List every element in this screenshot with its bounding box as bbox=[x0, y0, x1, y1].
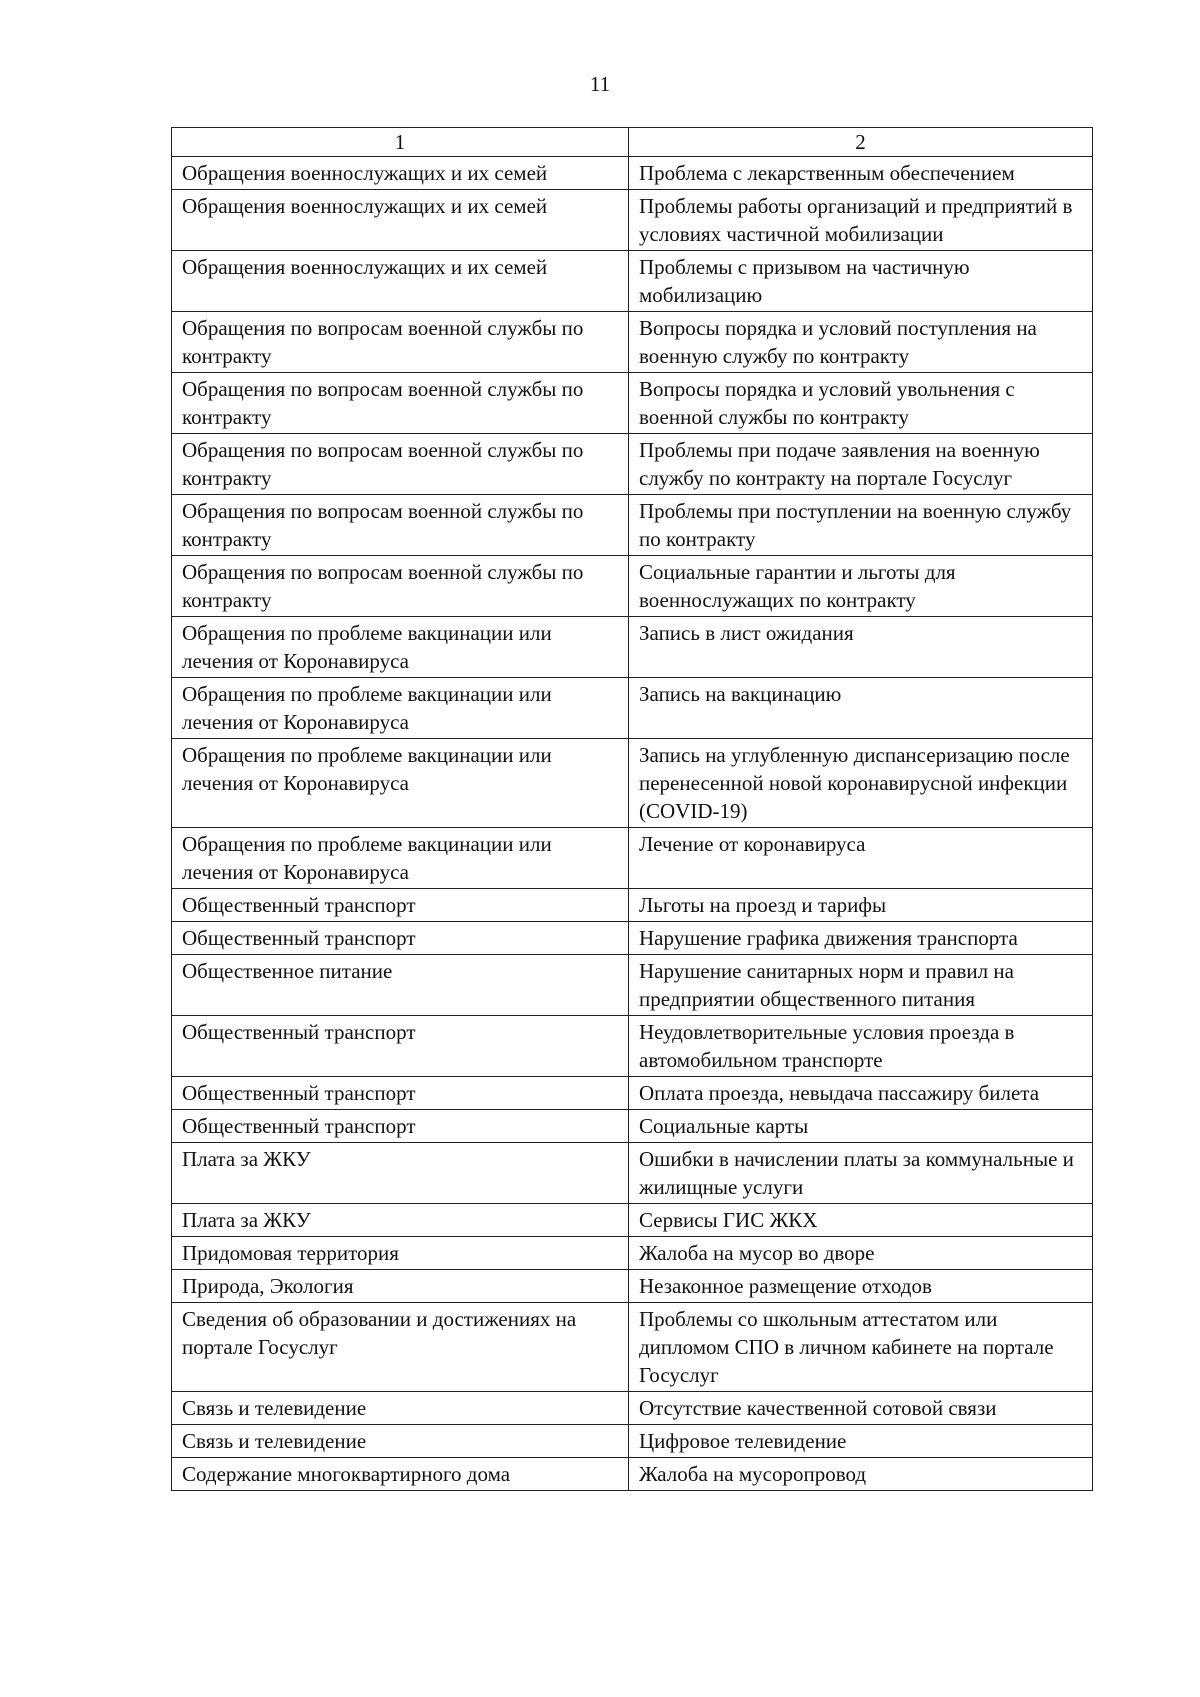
table-row bbox=[172, 617, 1093, 678]
topic-cell: Отсутствие качественной сотовой связи bbox=[629, 1392, 1093, 1425]
table-row bbox=[172, 495, 1093, 556]
table-row bbox=[172, 190, 1093, 251]
table-row bbox=[172, 1143, 1093, 1204]
category-cell: Общественное питание bbox=[172, 955, 629, 1016]
category-cell: Связь и телевидение bbox=[172, 1392, 629, 1425]
category-cell: Обращения по проблеме вакцинации или лечения от Коронавируса bbox=[172, 828, 629, 889]
column-header-1: 1 bbox=[172, 128, 629, 157]
topic-cell: Нарушение графика движения транспорта bbox=[629, 922, 1093, 955]
category-cell: Обращения по проблеме вакцинации или лечения от Коронавируса bbox=[172, 739, 629, 828]
category-cell: Обращения военнослужащих и их семей bbox=[172, 251, 629, 312]
table-row bbox=[172, 678, 1093, 739]
table-row bbox=[172, 1458, 1093, 1491]
topic-cell: Цифровое телевидение bbox=[629, 1425, 1093, 1458]
topic-cell: Проблемы с призывом на частичную мобилизацию bbox=[629, 251, 1093, 312]
category-cell: Общественный транспорт bbox=[172, 889, 629, 922]
category-cell: Обращения по проблеме вакцинации или лечения от Коронавируса bbox=[172, 678, 629, 739]
topic-cell: Сервисы ГИС ЖКХ bbox=[629, 1204, 1093, 1237]
table-row bbox=[172, 1016, 1093, 1077]
table-row bbox=[172, 922, 1093, 955]
table-row bbox=[172, 312, 1093, 373]
table-row bbox=[172, 1392, 1093, 1425]
category-cell: Обращения по вопросам военной службы по контракту bbox=[172, 312, 629, 373]
table-row bbox=[172, 1237, 1093, 1270]
category-cell: Общественный транспорт bbox=[172, 1110, 629, 1143]
category-cell: Сведения об образовании и достижениях на портале Госуслуг bbox=[172, 1303, 629, 1392]
table-row bbox=[172, 434, 1093, 495]
table-body bbox=[172, 157, 1093, 1491]
table-header bbox=[172, 128, 1093, 157]
page-number: 11 bbox=[589, 72, 611, 96]
topic-cell: Вопросы порядка и условий увольнения с военной службы по контракту bbox=[629, 373, 1093, 434]
table-row bbox=[172, 556, 1093, 617]
topic-cell: Запись в лист ожидания bbox=[629, 617, 1093, 678]
topic-cell: Вопросы порядка и условий поступления на военную службу по контракту bbox=[629, 312, 1093, 373]
table-row bbox=[172, 1270, 1093, 1303]
topic-cell: Оплата проезда, невыдача пассажиру билета bbox=[629, 1077, 1093, 1110]
table-row bbox=[172, 157, 1093, 190]
category-cell: Обращения по проблеме вакцинации или лечения от Коронавируса bbox=[172, 617, 629, 678]
topic-cell: Проблемы работы организаций и предприятий в условиях частичной мобилизации bbox=[629, 190, 1093, 251]
topic-cell: Проблемы при подаче заявления на военную службу по контракту на портале Госуслуг bbox=[629, 434, 1093, 495]
table-row bbox=[172, 251, 1093, 312]
category-cell: Связь и телевидение bbox=[172, 1425, 629, 1458]
topic-cell: Социальные карты bbox=[629, 1110, 1093, 1143]
table-header-row bbox=[172, 128, 1093, 157]
column-header-2: 2 bbox=[629, 128, 1093, 157]
category-cell: Обращения по вопросам военной службы по контракту bbox=[172, 495, 629, 556]
table-row bbox=[172, 1204, 1093, 1237]
topic-cell: Запись на вакцинацию bbox=[629, 678, 1093, 739]
category-cell: Обращения по вопросам военной службы по контракту bbox=[172, 434, 629, 495]
table-row bbox=[172, 373, 1093, 434]
category-cell: Содержание многоквартирного дома bbox=[172, 1458, 629, 1491]
category-cell: Общественный транспорт bbox=[172, 922, 629, 955]
category-cell: Общественный транспорт bbox=[172, 1016, 629, 1077]
topic-cell: Проблема с лекарственным обеспечением bbox=[629, 157, 1093, 190]
category-cell: Природа, Экология bbox=[172, 1270, 629, 1303]
table-row bbox=[172, 828, 1093, 889]
topic-cell: Нарушение санитарных норм и правил на предприятии общественного питания bbox=[629, 955, 1093, 1016]
topic-cell: Проблемы со школьным аттестатом или дипломом СПО в личном кабинете на портале Госуслуг bbox=[629, 1303, 1093, 1392]
topic-cell: Проблемы при поступлении на военную службу по контракту bbox=[629, 495, 1093, 556]
table-row bbox=[172, 1303, 1093, 1392]
category-cell: Обращения по вопросам военной службы по контракту bbox=[172, 373, 629, 434]
table-row bbox=[172, 889, 1093, 922]
table-row bbox=[172, 1425, 1093, 1458]
category-cell: Плата за ЖКУ bbox=[172, 1204, 629, 1237]
topic-cell: Социальные гарантии и льготы для военнослужащих по контракту bbox=[629, 556, 1093, 617]
topic-cell: Льготы на проезд и тарифы bbox=[629, 889, 1093, 922]
topic-cell: Ошибки в начислении платы за коммунальные и жилищные услуги bbox=[629, 1143, 1093, 1204]
category-cell: Обращения военнослужащих и их семей bbox=[172, 190, 629, 251]
table-row bbox=[172, 1110, 1093, 1143]
category-cell: Обращения военнослужащих и их семей bbox=[172, 157, 629, 190]
topic-cell: Незаконное размещение отходов bbox=[629, 1270, 1093, 1303]
category-cell: Плата за ЖКУ bbox=[172, 1143, 629, 1204]
topic-cell: Жалоба на мусор во дворе bbox=[629, 1237, 1093, 1270]
table-row bbox=[172, 955, 1093, 1016]
document-table bbox=[171, 127, 1093, 1491]
topic-cell: Жалоба на мусоропровод bbox=[629, 1458, 1093, 1491]
category-cell: Обращения по вопросам военной службы по контракту bbox=[172, 556, 629, 617]
category-cell: Общественный транспорт bbox=[172, 1077, 629, 1110]
table-row bbox=[172, 739, 1093, 828]
category-cell: Придомовая территория bbox=[172, 1237, 629, 1270]
topic-cell: Лечение от коронавируса bbox=[629, 828, 1093, 889]
topic-cell: Неудовлетворительные условия проезда в автомобильном транспорте bbox=[629, 1016, 1093, 1077]
table-row bbox=[172, 1077, 1093, 1110]
topic-cell: Запись на углубленную диспансеризацию после перенесенной новой коронавирусной инфекции (COVID-19) bbox=[629, 739, 1093, 828]
